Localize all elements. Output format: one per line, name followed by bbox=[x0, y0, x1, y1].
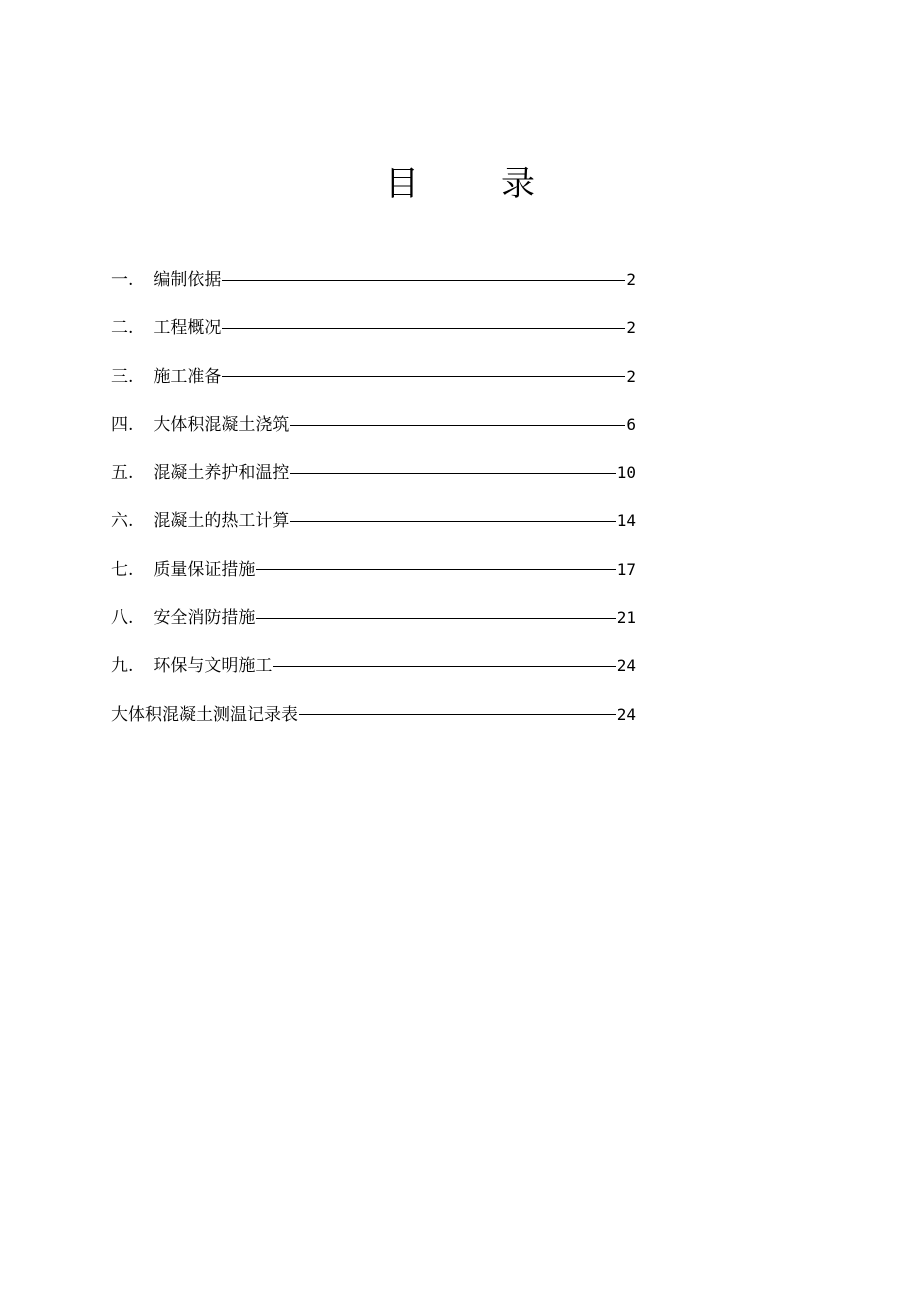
toc-entry-label: 安全消防措施 bbox=[153, 608, 256, 629]
toc-entry-label: 质量保证措施 bbox=[153, 559, 256, 580]
toc-entry-9[interactable] bbox=[111, 648, 636, 696]
toc-entry-6[interactable] bbox=[111, 503, 636, 551]
toc-entry-number: 二. bbox=[111, 318, 134, 339]
title-char-2: 录 bbox=[501, 164, 535, 204]
toc-leader-line bbox=[299, 714, 616, 715]
toc-entry-number: 九. bbox=[111, 656, 134, 677]
toc-entry-page: 10 bbox=[616, 463, 636, 483]
toc-entry-label: 施工准备 bbox=[153, 366, 222, 387]
toc-leader-line bbox=[290, 425, 625, 426]
toc-entry-label: 编制依据 bbox=[153, 270, 222, 290]
table-of-contents bbox=[111, 262, 636, 745]
toc-entry-number: 四. bbox=[111, 414, 134, 435]
toc-entry-page: 2 bbox=[626, 366, 636, 386]
toc-entry-label: 工程概况 bbox=[153, 318, 222, 339]
page-title bbox=[0, 160, 920, 208]
toc-entry-1[interactable] bbox=[111, 262, 636, 310]
toc-leader-line bbox=[256, 618, 615, 619]
toc-entry-5[interactable] bbox=[111, 455, 636, 503]
toc-entry-10[interactable] bbox=[111, 697, 636, 745]
title-char-1: 目 bbox=[385, 164, 419, 204]
toc-entry-page: 17 bbox=[616, 559, 636, 579]
toc-entry-number: 七. bbox=[111, 559, 134, 580]
toc-entry-page: 24 bbox=[616, 656, 636, 676]
toc-entry-page: 2 bbox=[626, 318, 636, 338]
toc-entry-label: 混凝土养护和温控 bbox=[153, 463, 290, 484]
toc-entry-number: 一. bbox=[111, 270, 134, 290]
toc-leader-line bbox=[273, 666, 615, 667]
toc-entry-number: 六. bbox=[111, 511, 134, 532]
toc-entry-number: 五. bbox=[111, 463, 134, 484]
toc-entry-2[interactable] bbox=[111, 310, 636, 358]
toc-entry-page: 14 bbox=[616, 511, 636, 531]
toc-leader-line bbox=[290, 521, 615, 522]
toc-leader-line bbox=[290, 473, 615, 474]
toc-entry-3[interactable] bbox=[111, 359, 636, 407]
toc-entry-number: 八. bbox=[111, 608, 134, 629]
toc-entry-page: 6 bbox=[626, 414, 636, 434]
toc-entry-page: 21 bbox=[616, 608, 636, 628]
toc-entry-label: 大体积混凝土测温记录表 bbox=[111, 704, 298, 725]
toc-leader-line bbox=[222, 376, 625, 377]
toc-entry-label: 环保与文明施工 bbox=[153, 656, 273, 677]
toc-entry-page: 24 bbox=[616, 704, 636, 724]
toc-entry-page: 2 bbox=[626, 270, 636, 289]
toc-entry-4[interactable] bbox=[111, 407, 636, 455]
toc-entry-label: 混凝土的热工计算 bbox=[153, 511, 290, 532]
toc-leader-line bbox=[222, 328, 625, 329]
toc-entry-number: 三. bbox=[111, 366, 134, 387]
toc-leader-line bbox=[222, 280, 625, 281]
toc-entry-8[interactable] bbox=[111, 600, 636, 648]
toc-entry-label: 大体积混凝土浇筑 bbox=[153, 414, 290, 435]
toc-leader-line bbox=[256, 569, 615, 570]
toc-entry-7[interactable] bbox=[111, 552, 636, 600]
